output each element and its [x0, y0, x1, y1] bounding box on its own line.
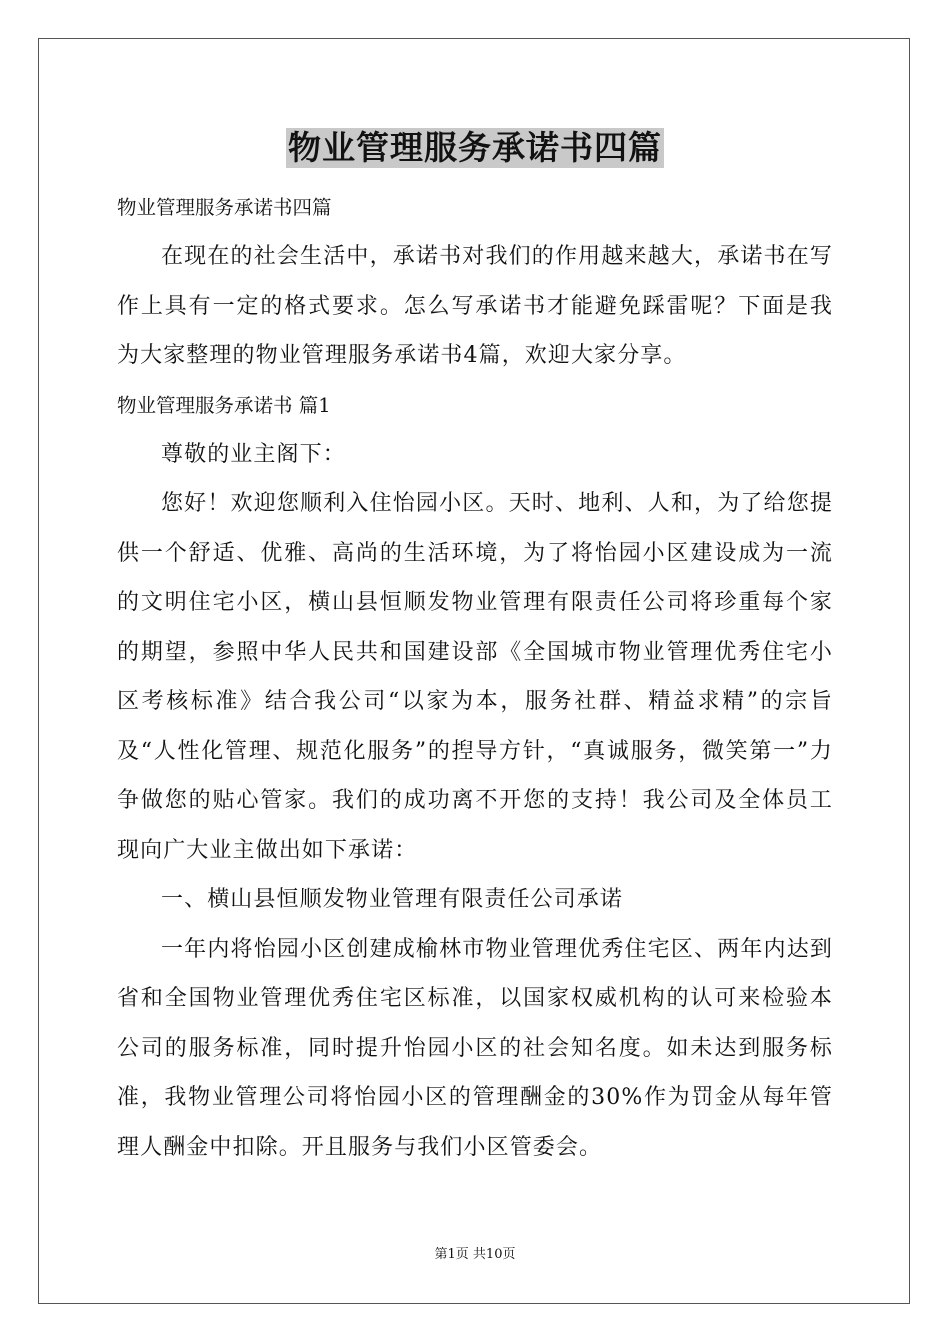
salutation: 尊敬的业主阁下： [161, 441, 346, 467]
document-body [117, 183, 833, 1172]
document-subtitle: 物业管理服务承诺书四篇 [117, 196, 332, 219]
document-title: 物业管理服务承诺书四篇 [288, 128, 662, 167]
body-paragraph-1: 您好！欢迎您顺利入住怡园小区。天时、地利、人和，为了给您提供一个舒适、优雅、高尚的生活环境，为了将怡园小区建设成为一流的文明住宅小区，横山县恒顺发物业管理有限责任公司将珍重每个家的期望，参照中华人民共和国建设部《全国城市物业管理优秀住宅小区考核标准》结合我公司“以家为本，服务社群、精益求精”的宗旨及“人性化管理、规范化服务”的揑导方针，“真诚服务，微笑第一”力争做您的贴心管家。我们的成功离不开您的支持！我公司及全体员工现向广大业主做出如下承诺： [117, 491, 833, 863]
intro-paragraph: 在现在的社会生活中，承诺书对我们的作用越来越大，承诺书在写作上具有一定的格式要求。怎么写承诺书才能避免踩雷呢？下面是我为大家整理的物业管理服务承诺书4篇，欢迎大家分享。 [117, 244, 833, 368]
body-paragraph-2: 一年内将怡园小区创建成榆林市物业管理优秀住宅区、两年内达到省和全国物业管理优秀住宅区标准，以国家权威机构的认可来检验本公司的服务标准，同时提升怡园小区的社会知名度。如未达到服务标准，我物业管理公司将怡园小区的管理酬金的30%作为罚金从每年管理人酬金中扣除。开且服务与我们小区管委会。 [117, 936, 833, 1160]
page-footer: 第1页 共10页 [434, 1247, 516, 1262]
title-wrapper [0, 128, 950, 168]
section-heading: 物业管理服务承诺书 篇1 [117, 393, 331, 417]
item-heading: 一、横山县恒顺发物业管理有限责任公司承诺 [161, 887, 624, 912]
